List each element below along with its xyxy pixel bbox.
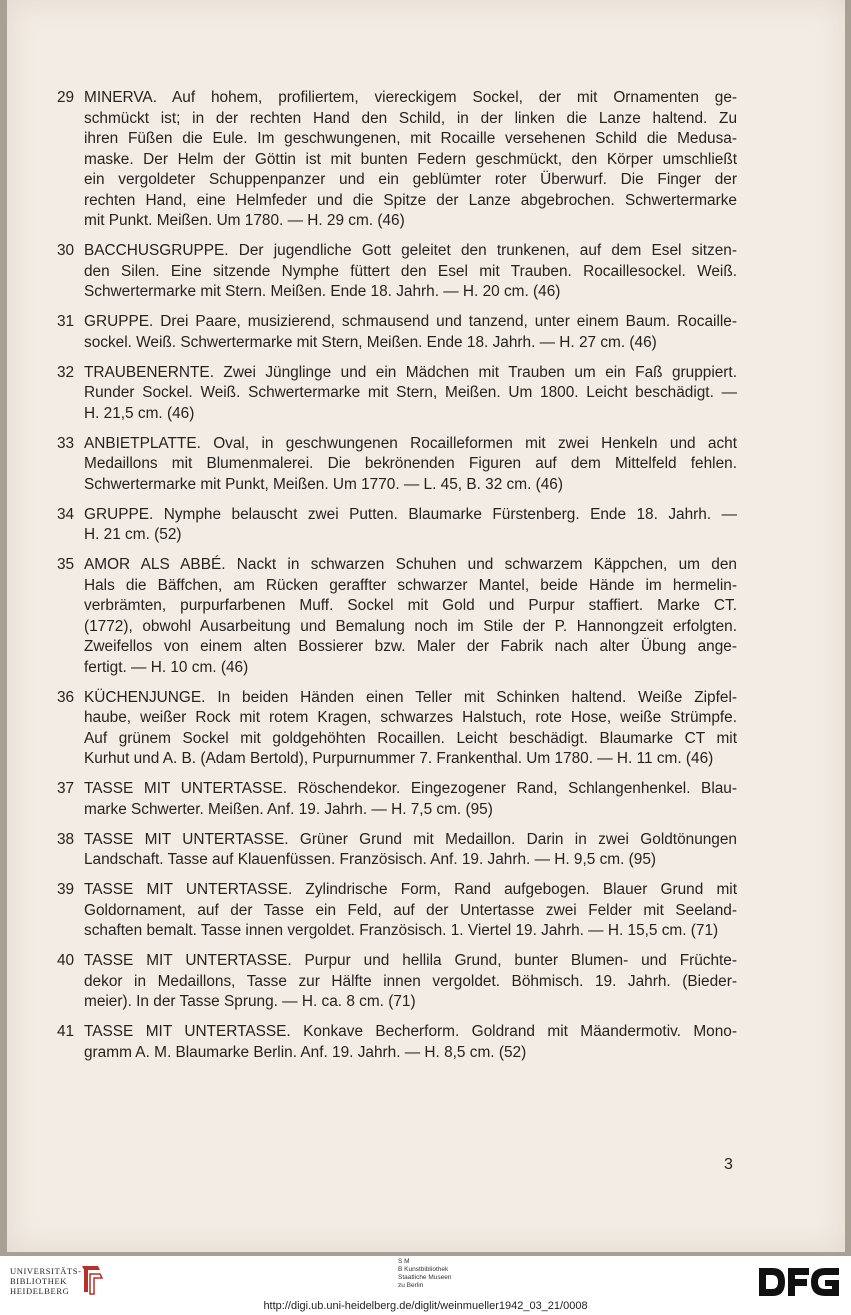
entry-number: 38 [57, 830, 75, 848]
entry-number: 35 [57, 556, 75, 573]
entry-number: 36 [57, 688, 75, 706]
catalog-entries [57, 88, 737, 1073]
entry-text-line: Auf grünem Sockel mit goldgehöhten Rocaillen. Leicht beschädigt. Blaumarke CT mit [84, 729, 737, 747]
viewer-footer [0, 1256, 851, 1315]
library-stamp [398, 1258, 451, 1290]
entry-text-line: verbrämten, purpurfarbenen Muff. Sockel mit Gold und Purpur staffiert. Marke CT. [84, 597, 737, 614]
entry-text-line: fertigt. — H. 10 cm. (46) [84, 658, 249, 676]
entry-text-line: ihren Füßen die Eule. Im geschwungenen, mit Rocaille versehenen Schild die Medusa- [84, 130, 737, 147]
entry-text-line: ANBIETPLATTE. Oval, in geschwungenen Rocailleformen mit zwei Henkeln und acht [84, 434, 737, 452]
entry-number: 33 [57, 434, 75, 452]
entry-text-line: TASSE MIT UNTERTASSE. Zylindrische Form, Rand aufgebogen. Blauer Grund mit [84, 881, 737, 898]
entry-text-line: ein vergoldeter Schuppenpanzer und ein geblümter roter Überwurf. Die Finger der [84, 171, 737, 188]
page-url[interactable]: http://digi.ub.uni-heidelberg.de/diglit/weinmueller1942_03_21/0008 [263, 1300, 588, 1312]
entry-text-line: Landschaft. Tasse auf Klauenfüssen. Französisch. Anf. 19. Jahrh. — H. 9,5 cm. (95) [84, 851, 657, 868]
entry-text-line: TASSE MIT UNTERTASSE. Röschendekor. Eingezogener Rand, Schlangenhenkel. Blau- [84, 780, 737, 797]
entry-text-line: gramm A. M. Blaumarke Berlin. Anf. 19. Jahrh. — H. 8,5 cm. (52) [84, 1043, 527, 1061]
entry-text-line: Schwertermarke mit Punkt, Meißen. Um 1770. — L. 45, B. 32 cm. (46) [84, 475, 563, 493]
entry-text-line: Schwertermarke mit Stern. Meißen. Ende 18. Jahrh. — H. 20 cm. (46) [84, 283, 561, 300]
entry-text-line: Medaillons mit Blumenmalerei. Die bekrönenden Figuren auf dem Mittelfeld fehlen. [84, 455, 737, 472]
catalog-entry [57, 830, 737, 871]
entry-text-line: schaften bemalt. Tasse innen vergoldet. Französisch. 1. Viertel 19. Jahrh. — H. 15,5 cm. (71) [84, 922, 719, 939]
entry-number: 30 [57, 242, 75, 259]
entry-text-line: TASSE MIT UNTERTASSE. Purpur und hellila Grund, bunter Blumen- und Früchte- [84, 952, 737, 969]
catalog-entry [57, 951, 737, 1013]
university-library-label [10, 1266, 82, 1296]
stamp-line-1: S M [398, 1258, 410, 1265]
catalog-entry [57, 88, 737, 232]
entry-text-line: meier). In der Tasse Sprung. — H. ca. 8 cm. (71) [84, 993, 416, 1010]
catalog-entry [57, 1022, 737, 1063]
entry-text-line: Goldornament, auf der Tasse ein Feld, auf der Untertasse zwei Felder mit Seeland- [84, 901, 737, 919]
entry-number: 32 [57, 363, 75, 381]
entry-text-line: BACCHUSGRUPPE. Der jugendliche Gott geleitet den trunkenen, auf dem Esel sitzen- [84, 242, 737, 259]
entry-text-line: TASSE MIT UNTERTASSE. Grüner Grund mit Medaillon. Darin in zwei Goldtönungen [84, 830, 737, 848]
entry-text-line: GRUPPE. Drei Paare, musizierend, schmausend und tanzend, unter einem Baum. Rocaille- [84, 313, 737, 330]
catalog-entry [57, 880, 737, 942]
heidelberg-logo-icon[interactable] [78, 1262, 104, 1296]
dfg-logo-icon[interactable] [757, 1266, 841, 1298]
entry-text-line: haube, weißer Rock mit rotem Kragen, schwarzes Halstuch, rote Hose, weiße Strümpfe. [84, 709, 737, 726]
university-line-1: UNIVERSITÄTS- [10, 1266, 82, 1276]
entry-text-line: maske. Der Helm der Göttin ist mit bunten Federn geschmückt, den Körper umschließt [84, 150, 737, 168]
entry-text-line: H. 21,5 cm. (46) [84, 404, 195, 422]
catalog-entry [57, 434, 737, 496]
entry-text-line: den Silen. Eine sitzende Nymphe füttert den Esel mit Trauben. Rocaillesockel. Weiß. [84, 262, 737, 280]
entry-text-line: Runder Sockel. Weiß. Schwertermarke mit Stern, Meißen. Um 1800. Leicht beschädigt. — [84, 384, 737, 401]
entry-text-line: rechten Hand, eine Helmfeder und die Spitze der Lanze abgebrochen. Schwertermarke [84, 191, 737, 209]
entry-number: 34 [57, 505, 75, 523]
catalog-entry [57, 688, 737, 770]
catalog-entry [57, 241, 737, 303]
entry-text-line: marke Schwerter. Meißen. Anf. 19. Jahrh. — H. 7,5 cm. (95) [84, 800, 493, 818]
entry-number: 29 [57, 89, 75, 106]
catalog-page [7, 0, 845, 1252]
catalog-entry [57, 312, 737, 353]
entry-text-line: (1772), obwohl Ausarbeitung und Bemalung noch im Stile der P. Hannongzeit erfolgten. [84, 617, 737, 635]
entry-text-line: sockel. Weiß. Schwertermarke mit Stern, Meißen. Ende 18. Jahrh. — H. 27 cm. (46) [84, 333, 657, 351]
entry-text-line: schmückt ist; in der rechten Hand den Schild, in der linken die Lanze haltend. Zu [84, 109, 737, 127]
entry-number: 37 [57, 780, 75, 797]
stamp-line-4: zu Berlin [398, 1282, 424, 1289]
page-number: 3 [724, 1156, 733, 1173]
entry-text-line: TRAUBENERNTE. Zwei Jünglinge und ein Mädchen mit Trauben um ein Faß gruppiert. [84, 363, 737, 381]
entry-number: 40 [57, 952, 75, 969]
entry-number: 31 [57, 313, 75, 330]
entry-text-line: mit Punkt. Meißen. Um 1780. — H. 29 cm. (46) [84, 212, 405, 229]
catalog-entry [57, 363, 737, 425]
entry-text-line: dekor in Medaillons, Tasse zur Hälfte innen vergoldet. Böhmisch. 19. Jahrh. (Bieder- [84, 972, 737, 990]
entry-text-line: AMOR ALS ABBÉ. Nackt in schwarzen Schuhen und schwarzem Käppchen, um den [84, 556, 737, 573]
entry-text-line: Kurhut und A. B. (Adam Bertold), Purpurnummer 7. Frankenthal. Um 1780. — H. 11 cm. (46) [84, 750, 714, 767]
entry-text-line: MINERVA. Auf hohem, profiliertem, viereckigem Sockel, der mit Ornamenten ge- [84, 89, 737, 106]
entry-text-line: KÜCHENJUNGE. In beiden Händen einen Teller mit Schinken haltend. Weiße Zipfel- [84, 688, 737, 706]
entry-text-line: Zweifellos von einem alten Bossierer bzw. Maler der Fabrik nach alter Übung ange- [84, 638, 737, 655]
entry-number: 41 [57, 1023, 75, 1040]
catalog-entry [57, 779, 737, 820]
entry-text-line: H. 21 cm. (52) [84, 526, 182, 543]
entry-number: 39 [57, 881, 75, 898]
university-line-2: BIBLIOTHEK [10, 1276, 67, 1286]
entry-text-line: Hals die Bäffchen, am Rücken geraffter schwarzer Mantel, beide Hände im hermelin- [84, 576, 737, 594]
entry-text-line: GRUPPE. Nymphe belauscht zwei Putten. Blaumarke Fürstenberg. Ende 18. Jahrh. — [84, 505, 737, 523]
stamp-line-3: Staatliche Museen [398, 1274, 452, 1281]
university-line-3: HEIDELBERG [10, 1286, 70, 1296]
catalog-entry [57, 555, 737, 678]
catalog-entry [57, 505, 737, 546]
stamp-line-2: B Kunstbibliothek [398, 1266, 449, 1273]
entry-text-line: TASSE MIT UNTERTASSE. Konkave Becherform. Goldrand mit Mäandermotiv. Mono- [84, 1023, 737, 1040]
